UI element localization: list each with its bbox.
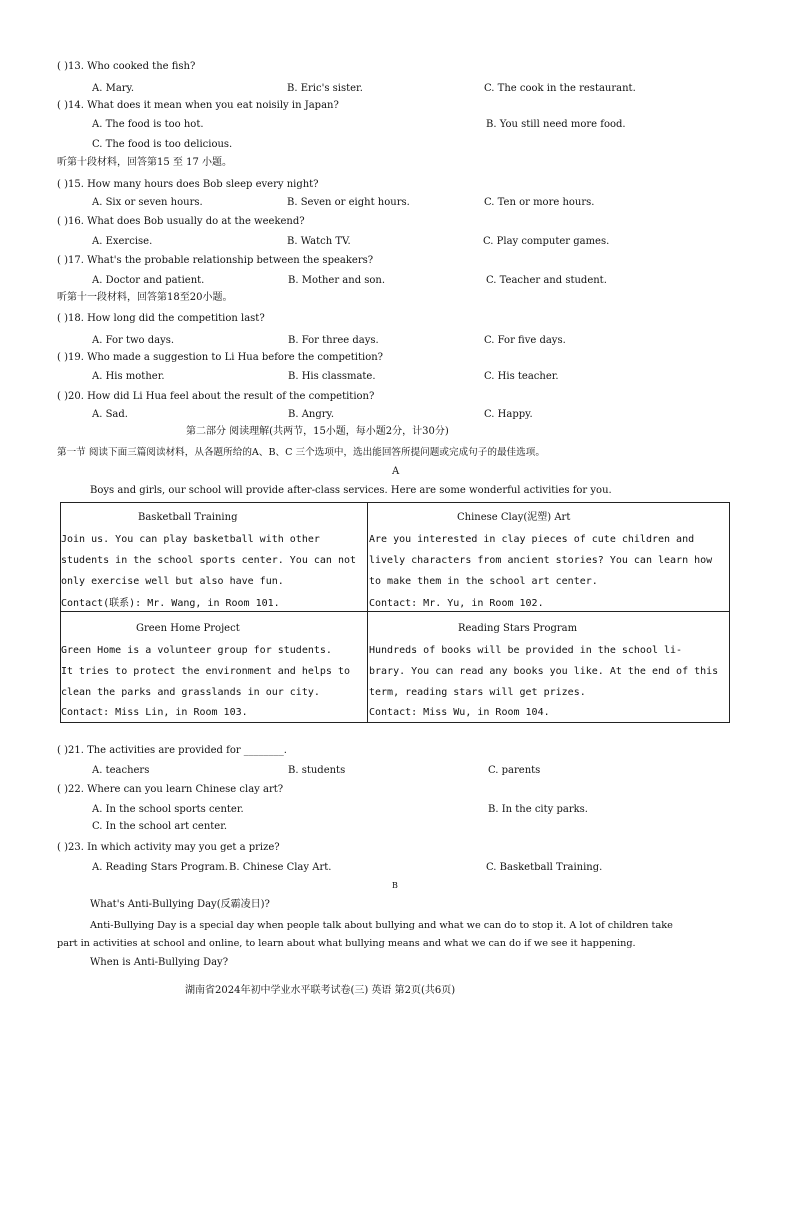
cell-line: Contact: Miss Wu, in Room 104. — [369, 707, 550, 718]
question-19-option-c[interactable]: C. His teacher. — [484, 371, 559, 382]
question-18-option-a[interactable]: A. For two days. — [92, 335, 175, 346]
question-21-option-a[interactable]: A. teachers — [92, 765, 150, 776]
question-16-option-b[interactable]: B. Watch TV. — [287, 236, 351, 247]
cell-line: It tries to protect the environment and helps to — [61, 666, 350, 677]
question-20-option-b[interactable]: B. Angry. — [288, 409, 335, 420]
question-18-option-c[interactable]: C. For five days. — [484, 335, 566, 346]
question-20-option-a[interactable]: A. Sad. — [92, 409, 128, 420]
question-16-option-c[interactable]: C. Play computer games. — [483, 236, 610, 247]
passage-a-intro: Boys and girls, our school will provide after-class services. Here are some wonderful activities for you. — [90, 485, 612, 496]
cell-title: Basketball Training — [138, 512, 238, 523]
question-13-option-c[interactable]: C. The cook in the restaurant. — [484, 83, 636, 94]
passage-b-title: What's Anti-Bullying Day(反霸凌日)? — [90, 899, 270, 910]
passage-b-paragraph-line-2: part in activities at school and online, to learn about what bullying means and what we can do if we see it happening. — [57, 938, 636, 949]
listening-instruction-15-17: 听第十段材料，回答第15 至 17 小题。 — [57, 157, 232, 168]
question-14-option-a[interactable]: A. The food is too hot. — [92, 119, 204, 130]
question-23-option-a[interactable]: A. Reading Stars Program. — [92, 862, 228, 873]
question-16-option-a[interactable]: A. Exercise. — [92, 236, 153, 247]
question-18-stem: ( )18. How long did the competition last? — [57, 313, 265, 324]
cell-title: Green Home Project — [136, 623, 240, 634]
part-two-title: 第二部分 阅读理解(共两节，15小题，每小题2分，计30分) — [186, 426, 449, 437]
question-19-stem: ( )19. Who made a suggestion to Li Hua before the competition? — [57, 352, 384, 363]
table-divider-vertical — [367, 502, 368, 722]
question-17-option-a[interactable]: A. Doctor and patient. — [92, 275, 205, 286]
cell-line: Green Home is a volunteer group for students. — [61, 645, 332, 656]
question-20-option-c[interactable]: C. Happy. — [484, 409, 533, 420]
listening-instruction-18-20: 听第十一段材料，回答第18至20小题。 — [57, 292, 233, 303]
cell-title: Chinese Clay(泥塑) Art — [457, 512, 571, 523]
question-21-option-b[interactable]: B. students — [288, 765, 346, 776]
cell-line: Hundreds of books will be provided in the school li- — [369, 645, 683, 656]
question-22-option-a[interactable]: A. In the school sports center. — [92, 804, 244, 815]
cell-line: brary. You can read any books you like. At the end of this — [369, 666, 719, 677]
passage-b-label: B — [392, 881, 398, 890]
question-21-stem: ( )21. The activities are provided for ________. — [57, 745, 287, 756]
question-14-option-c[interactable]: C. The food is too delicious. — [92, 139, 233, 150]
question-13-option-b[interactable]: B. Eric's sister. — [287, 83, 363, 94]
cell-line: Contact(联系): Mr. Wang, in Room 101. — [61, 598, 280, 609]
question-15-stem: ( )15. How many hours does Bob sleep every night? — [57, 179, 319, 190]
cell-line: Are you interested in clay pieces of cute children and — [369, 534, 695, 545]
cell-line: term, reading stars will get prizes. — [369, 687, 586, 698]
question-22-option-c[interactable]: C. In the school art center. — [92, 821, 228, 832]
question-22-stem: ( )22. Where can you learn Chinese clay art? — [57, 784, 284, 795]
question-17-option-c[interactable]: C. Teacher and student. — [486, 275, 607, 286]
question-23-option-b[interactable]: B. Chinese Clay Art. — [229, 862, 332, 873]
question-23-option-c[interactable]: C. Basketball Training. — [486, 862, 603, 873]
question-15-option-a[interactable]: A. Six or seven hours. — [92, 197, 203, 208]
question-20-stem: ( )20. How did Li Hua feel about the result of the competition? — [57, 391, 375, 402]
cell-line: Contact: Miss Lin, in Room 103. — [61, 707, 248, 718]
passage-b-question: When is Anti-Bullying Day? — [90, 957, 229, 968]
question-17-stem: ( )17. What's the probable relationship between the speakers? — [57, 255, 374, 266]
question-15-option-c[interactable]: C. Ten or more hours. — [484, 197, 595, 208]
question-16-stem: ( )16. What does Bob usually do at the weekend? — [57, 216, 305, 227]
cell-line: Join us. You can play basketball with other — [61, 534, 320, 545]
section-one-instruction: 第一节 阅读下面三篇阅读材料，从各题所给的A、B、C 三个选项中，选出能回答所提问题或完成句子的最佳选项。 — [57, 447, 545, 458]
cell-line: lively characters from ancient stories? You can learn how — [369, 555, 713, 566]
question-13-option-a[interactable]: A. Mary. — [92, 83, 135, 94]
question-23-stem: ( )23. In which activity may you get a prize? — [57, 842, 280, 853]
passage-a-label: A — [392, 466, 400, 477]
question-22-option-b[interactable]: B. In the city parks. — [488, 804, 588, 815]
question-19-option-a[interactable]: A. His mother. — [92, 371, 165, 382]
cell-line: only exercise well but also have fun. — [61, 576, 284, 587]
question-13-stem: ( )13. Who cooked the fish? — [57, 61, 196, 72]
passage-b-paragraph-line-1: Anti-Bullying Day is a special day when people talk about bullying and what we can do to stop it. A lot of children take — [90, 920, 673, 931]
question-14-stem: ( )14. What does it mean when you eat noisily in Japan? — [57, 100, 339, 111]
question-15-option-b[interactable]: B. Seven or eight hours. — [287, 197, 410, 208]
cell-title: Reading Stars Program — [458, 623, 578, 634]
page-footer: 湖南省2024年初中学业水平联考试卷(三) 英语 第2页(共6页) — [185, 985, 456, 996]
cell-line: to make them in the school art center. — [369, 576, 598, 587]
question-21-option-c[interactable]: C. parents — [488, 765, 541, 776]
cell-line: clean the parks and grasslands in our city. — [61, 687, 320, 698]
cell-line: Contact: Mr. Yu, in Room 102. — [369, 598, 544, 609]
question-17-option-b[interactable]: B. Mother and son. — [288, 275, 386, 286]
cell-line: students in the school sports center. You can not — [61, 555, 357, 566]
question-14-option-b[interactable]: B. You still need more food. — [486, 119, 626, 130]
question-19-option-b[interactable]: B. His classmate. — [288, 371, 376, 382]
question-18-option-b[interactable]: B. For three days. — [288, 335, 379, 346]
